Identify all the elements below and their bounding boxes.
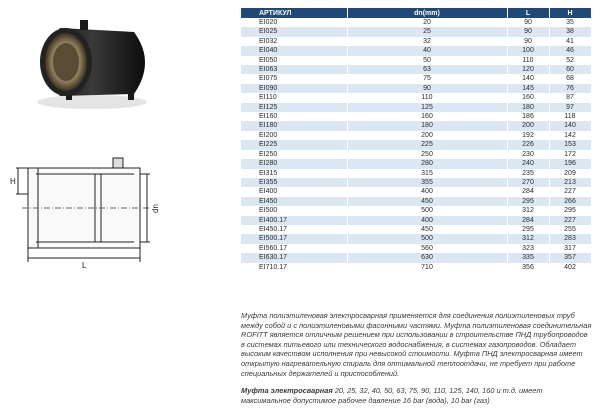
cell-l: 312 (507, 206, 549, 215)
cell-dn: 32 (347, 37, 507, 46)
cell-article: EI110 (241, 93, 347, 102)
cell-h: 227 (549, 216, 591, 225)
cell-dn: 110 (347, 93, 507, 102)
description-paragraph-2-text: 20, 25, 32, 40, 50, 63, 75, 90, 110, 125, 140, 160 и т.д. имеет максимальное допустимое рабочее давление 16 bar (вода), 10 bar (газ) (241, 386, 543, 405)
product-description (241, 311, 593, 413)
cell-dn: 630 (347, 253, 507, 262)
cell-article: EI050 (241, 56, 347, 65)
cell-article: EI400 (241, 187, 347, 196)
description-bold-lead: Муфта электросварная (241, 386, 333, 396)
table-row (241, 131, 591, 140)
cell-dn: 25 (347, 27, 507, 36)
cell-l: 140 (507, 74, 549, 83)
table-row (241, 140, 591, 149)
cell-h: 38 (549, 27, 591, 36)
cell-dn: 125 (347, 103, 507, 112)
col-header-h: H (549, 8, 591, 18)
cell-article: EI032 (241, 37, 347, 46)
table-row (241, 150, 591, 159)
cell-l: 323 (507, 244, 549, 253)
table-row (241, 56, 591, 65)
cell-h: 41 (549, 37, 591, 46)
table-row (241, 234, 591, 243)
coupling-photo (22, 10, 162, 115)
cell-l: 120 (507, 65, 549, 74)
cell-l: 160 (507, 93, 549, 102)
cell-dn: 450 (347, 197, 507, 206)
cell-article: EI630.17 (241, 253, 347, 262)
cell-article: EI250 (241, 150, 347, 159)
cell-h: 153 (549, 140, 591, 149)
cell-article: EI315 (241, 169, 347, 178)
dim-label-l: L (82, 261, 87, 270)
table-row (241, 121, 591, 130)
cell-h: 97 (549, 103, 591, 112)
cell-l: 90 (507, 18, 549, 27)
cell-l: 270 (507, 178, 549, 187)
cell-l: 180 (507, 103, 549, 112)
cell-dn: 500 (347, 234, 507, 243)
cell-h: 46 (549, 46, 591, 55)
cell-article: EI560.17 (241, 244, 347, 253)
cell-h: 266 (549, 197, 591, 206)
cell-article: EI063 (241, 65, 347, 74)
cell-dn: 160 (347, 112, 507, 121)
cell-article: EI225 (241, 140, 347, 149)
cell-h: 255 (549, 225, 591, 234)
cell-dn: 500 (347, 206, 507, 215)
table-row (241, 263, 591, 272)
cell-article: EI500.17 (241, 234, 347, 243)
cell-l: 100 (507, 46, 549, 55)
col-header-article: АРТИКУЛ (241, 8, 347, 18)
table-row (241, 253, 591, 262)
cell-article: EI450 (241, 197, 347, 206)
cell-article: EI355 (241, 178, 347, 187)
cell-article: EI200 (241, 131, 347, 140)
cell-h: 196 (549, 159, 591, 168)
cell-dn: 75 (347, 74, 507, 83)
cell-l: 226 (507, 140, 549, 149)
cell-h: 87 (549, 93, 591, 102)
table-row (241, 159, 591, 168)
cell-dn: 50 (347, 56, 507, 65)
cell-dn: 250 (347, 150, 507, 159)
cell-h: 142 (549, 131, 591, 140)
table-row (241, 103, 591, 112)
table-row (241, 169, 591, 178)
table-row (241, 225, 591, 234)
spec-table (241, 8, 592, 272)
cell-h: 172 (549, 150, 591, 159)
cell-dn: 710 (347, 263, 507, 272)
cell-dn: 90 (347, 84, 507, 93)
cell-article: EI125 (241, 103, 347, 112)
table-row (241, 27, 591, 36)
cell-l: 90 (507, 37, 549, 46)
cell-article: EI025 (241, 27, 347, 36)
cell-l: 284 (507, 187, 549, 196)
dim-label-h: H (10, 177, 16, 186)
cell-h: 227 (549, 187, 591, 196)
cell-h: 295 (549, 206, 591, 215)
table-body (241, 18, 591, 272)
cell-dn: 40 (347, 46, 507, 55)
cell-l: 110 (507, 56, 549, 65)
cell-h: 52 (549, 56, 591, 65)
cell-dn: 315 (347, 169, 507, 178)
cell-dn: 63 (347, 65, 507, 74)
cell-article: EI400.17 (241, 216, 347, 225)
cell-article: EI160 (241, 112, 347, 121)
cell-dn: 200 (347, 131, 507, 140)
cell-dn: 400 (347, 216, 507, 225)
table-row (241, 74, 591, 83)
coupling-drawing (8, 140, 168, 275)
cell-h: 118 (549, 112, 591, 121)
cell-article: EI280 (241, 159, 347, 168)
cell-article: EI450.17 (241, 225, 347, 234)
cell-l: 335 (507, 253, 549, 262)
cell-article: EI075 (241, 74, 347, 83)
cell-dn: 560 (347, 244, 507, 253)
cell-article: EI180 (241, 121, 347, 130)
cell-article: EI020 (241, 18, 347, 27)
cell-l: 230 (507, 150, 549, 159)
table-row (241, 93, 591, 102)
col-header-l: L (507, 8, 549, 18)
cell-dn: 180 (347, 121, 507, 130)
cell-l: 356 (507, 263, 549, 272)
cell-dn: 400 (347, 187, 507, 196)
description-paragraph-2 (241, 386, 593, 405)
cell-l: 186 (507, 112, 549, 121)
table-row (241, 187, 591, 196)
cell-h: 68 (549, 74, 591, 83)
table-row (241, 84, 591, 93)
cell-l: 200 (507, 121, 549, 130)
description-paragraph-1: Муфта полиэтиленовая электросварная применяется для соединения полиэтиленовых труб между собой и с полиэтиленовыми фасонными частями. Муфта полиэтиленовая соединительная ROFITT является отличным решением при использовании в строительстве ПНД трубопроводов в системах питьевого или технического водоснабжения, в системах газопроводов. Обладает высоким качеством исполнения при невысокой стоимости. Муфта ПНД электросварная имеет открытую нагревательную спираль для оптимальной теплоотдачи, не требует при работе специальных держателей и приспособлений. (241, 311, 592, 378)
cell-dn: 355 (347, 178, 507, 187)
dim-label-dn: dn (151, 204, 160, 213)
cell-article: EI710.17 (241, 263, 347, 272)
cell-h: 402 (549, 263, 591, 272)
cell-dn: 450 (347, 225, 507, 234)
cell-h: 213 (549, 178, 591, 187)
cell-l: 240 (507, 159, 549, 168)
spec-table-wrapper (241, 8, 591, 272)
cell-l: 192 (507, 131, 549, 140)
table-row (241, 206, 591, 215)
cell-l: 235 (507, 169, 549, 178)
cell-h: 357 (549, 253, 591, 262)
cell-h: 283 (549, 234, 591, 243)
cell-h: 76 (549, 84, 591, 93)
table-row (241, 216, 591, 225)
table-row (241, 18, 591, 27)
cell-l: 295 (507, 225, 549, 234)
cell-h: 317 (549, 244, 591, 253)
cell-article: EI040 (241, 46, 347, 55)
cell-h: 140 (549, 121, 591, 130)
cell-h: 60 (549, 65, 591, 74)
table-row (241, 244, 591, 253)
cell-l: 284 (507, 216, 549, 225)
cell-l: 90 (507, 27, 549, 36)
cell-dn: 280 (347, 159, 507, 168)
table-row (241, 65, 591, 74)
table-header-row (241, 8, 591, 18)
cell-dn: 20 (347, 18, 507, 27)
table-row (241, 178, 591, 187)
table-row (241, 46, 591, 55)
cell-dn: 225 (347, 140, 507, 149)
cell-h: 209 (549, 169, 591, 178)
cell-h: 35 (549, 18, 591, 27)
cell-article: EI500 (241, 206, 347, 215)
cell-article: EI090 (241, 84, 347, 93)
cell-l: 145 (507, 84, 549, 93)
table-row (241, 37, 591, 46)
col-header-dn: dn(mm) (347, 8, 507, 18)
table-row (241, 197, 591, 206)
cell-l: 312 (507, 234, 549, 243)
cell-l: 295 (507, 197, 549, 206)
table-row (241, 112, 591, 121)
